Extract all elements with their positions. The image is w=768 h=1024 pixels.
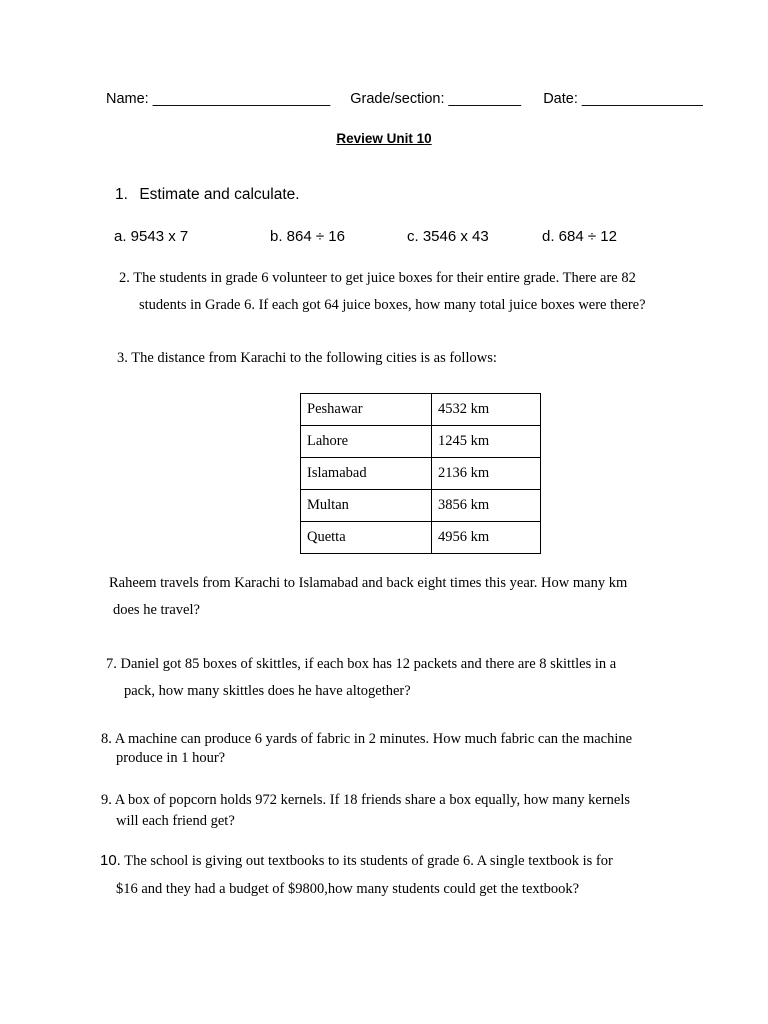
table-row [301,458,541,490]
question-2-line-2: students in Grade 6. If each got 64 juice boxes, how many total juice boxes were there? [139,297,646,313]
question-1-part-c: c. 3546 x 43 [407,228,489,245]
question-1-part-d: d. 684 ÷ 12 [542,228,617,245]
question-3-follow-up-line-1: Raheem travels from Karachi to Islamabad and back eight times this year. How many km [109,575,628,591]
distance-cell: 4532 km [432,394,541,426]
question-3-text: 3. The distance from Karachi to the following cities is as follows: [117,350,497,366]
question-1-text: Estimate and calculate. [139,186,300,203]
question-10-text: The school is giving out textbooks to its students of grade 6. A single textbook is for [124,853,613,869]
table-row [301,490,541,522]
city-cell: Multan [301,490,432,522]
distance-cell: 1245 km [432,426,541,458]
question-10-line-1 [100,852,613,870]
distance-cell: 4956 km [432,522,541,554]
question-3-follow-up-line-2: does he travel? [113,602,200,618]
question-10-line-2: $16 and they had a budget of $9800,how many students could get the textbook? [116,881,580,897]
distance-cell: 2136 km [432,458,541,490]
question-1-number: 1. [115,186,128,203]
question-10-number: 10. [100,852,121,869]
distance-table [300,393,541,554]
question-2-line-1: 2. The students in grade 6 volunteer to get juice boxes for their entire grade. There are 82 [119,270,636,286]
worksheet-header [106,91,703,107]
question-1-part-a: a. 9543 x 7 [114,228,189,245]
question-9-line-1: 9. A box of popcorn holds 972 kernels. If 18 friends share a box equally, how many kernels [101,792,631,808]
question-8-line-2: produce in 1 hour? [116,750,226,766]
question-8-line-1: 8. A machine can produce 6 yards of fabric in 2 minutes. How much fabric can the machine [101,731,633,747]
grade-section-field-label: Grade/section: _________ [350,91,522,107]
page-title: Review Unit 10 [336,131,432,146]
question-1-part-b: b. 864 ÷ 16 [270,228,345,245]
table-row [301,394,541,426]
city-cell: Peshawar [301,394,432,426]
table-row [301,426,541,458]
city-cell: Islamabad [301,458,432,490]
distance-cell: 3856 km [432,490,541,522]
city-cell: Lahore [301,426,432,458]
date-field-label: Date: _______________ [543,91,703,107]
question-7-line-1: 7. Daniel got 85 boxes of skittles, if each box has 12 packets and there are 8 skittles in a [106,656,617,672]
question-9-line-2: will each friend get? [116,813,235,829]
city-cell: Quetta [301,522,432,554]
name-field-label: Name: ______________________ [106,91,331,107]
table-row [301,522,541,554]
question-1 [115,186,300,204]
question-7-line-2: pack, how many skittles does he have altogether? [124,683,411,699]
